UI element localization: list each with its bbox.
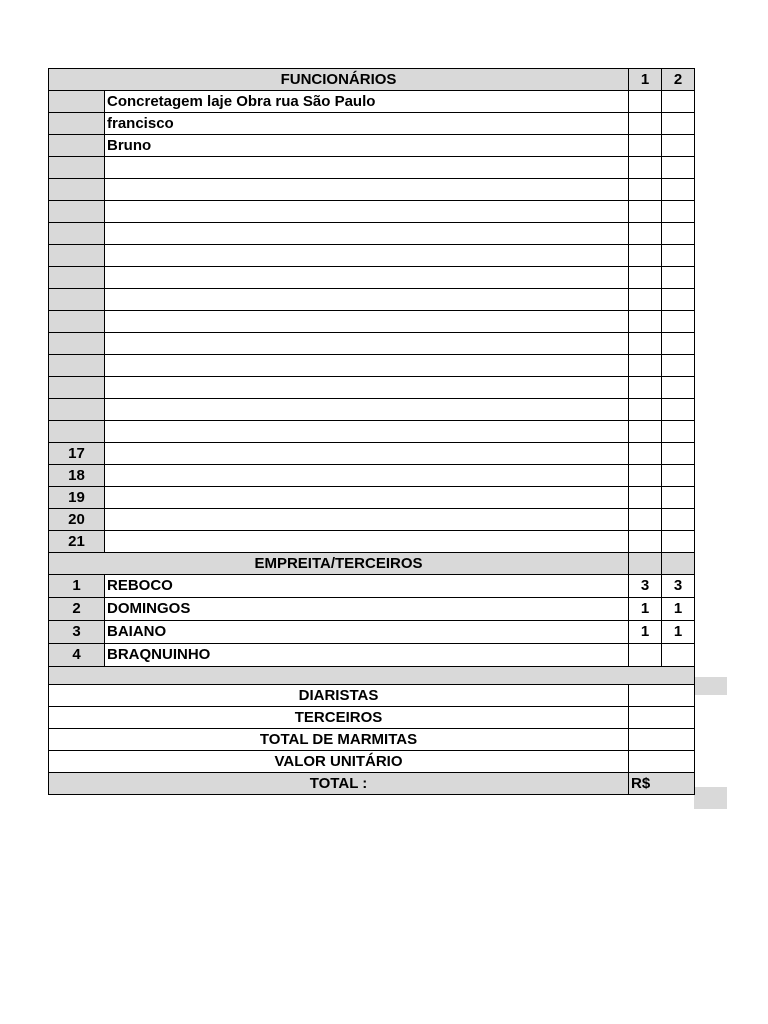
row-number: 18 [49, 465, 105, 487]
header-row [49, 69, 695, 91]
row-number: 2 [49, 598, 105, 621]
empreita-row [49, 575, 695, 598]
employee-name [105, 377, 629, 399]
row-number [49, 223, 105, 245]
day-1-count [629, 311, 662, 333]
funcionario-row [49, 421, 695, 443]
day-2-count [662, 333, 695, 355]
row-number [49, 311, 105, 333]
funcionario-row [49, 135, 695, 157]
row-number [49, 245, 105, 267]
valor-unitario-label: VALOR UNITÁRIO [49, 751, 629, 773]
row-number: 20 [49, 509, 105, 531]
row-number [49, 421, 105, 443]
employee-name: francisco [105, 113, 629, 135]
employee-name [105, 443, 629, 465]
spacer-row [49, 667, 695, 685]
empreita-header-row [49, 553, 695, 575]
row-number: 3 [49, 621, 105, 644]
row-number: 17 [49, 443, 105, 465]
day-2-count [662, 245, 695, 267]
funcionario-row [49, 157, 695, 179]
day-2-count [662, 91, 695, 113]
funcionario-row [49, 223, 695, 245]
terceiros-row [49, 707, 695, 729]
contractor-name: DOMINGOS [105, 598, 629, 621]
employee-name [105, 311, 629, 333]
terceiros-label: TERCEIROS [49, 707, 629, 729]
employee-name [105, 201, 629, 223]
gray-extension-bar [694, 677, 727, 695]
day-2-count [662, 289, 695, 311]
day-1-count [629, 333, 662, 355]
day-1-count [629, 113, 662, 135]
employee-name [105, 245, 629, 267]
total-marmitas-row [49, 729, 695, 751]
total-row [49, 773, 695, 795]
funcionario-row [49, 113, 695, 135]
header-day-2: 2 [662, 69, 695, 91]
day-2-count [662, 399, 695, 421]
diaristas-row [49, 685, 695, 707]
employee-name [105, 355, 629, 377]
header-day-1: 1 [629, 69, 662, 91]
employee-name [105, 421, 629, 443]
day-1-count [629, 531, 662, 553]
day-1-count [629, 509, 662, 531]
funcionario-row [49, 355, 695, 377]
employee-name [105, 289, 629, 311]
day-1-count [629, 487, 662, 509]
day-1-count [629, 91, 662, 113]
empreita-row [49, 598, 695, 621]
day-1-count [629, 289, 662, 311]
day-1-count: 3 [629, 575, 662, 598]
employee-name [105, 157, 629, 179]
funcionario-row [49, 531, 695, 553]
day-2-count [662, 644, 695, 667]
employee-name [105, 465, 629, 487]
contractor-name: BAIANO [105, 621, 629, 644]
day-2-count [662, 223, 695, 245]
total-value: R$ [629, 773, 695, 795]
row-number: 4 [49, 644, 105, 667]
day-2-count [662, 377, 695, 399]
funcionario-row [49, 179, 695, 201]
diaristas-value [629, 685, 695, 707]
funcionario-row [49, 333, 695, 355]
day-2-count [662, 509, 695, 531]
day-1-count [629, 644, 662, 667]
day-1-count: 1 [629, 598, 662, 621]
day-2-count: 1 [662, 598, 695, 621]
spacer-cell [49, 667, 695, 685]
row-number [49, 157, 105, 179]
employee-name [105, 223, 629, 245]
funcionario-row [49, 289, 695, 311]
day-2-count: 1 [662, 621, 695, 644]
row-number: 21 [49, 531, 105, 553]
empreita-title: EMPREITA/TERCEIROS [49, 553, 629, 575]
row-number [49, 135, 105, 157]
day-2-count [662, 443, 695, 465]
empreita-day-2 [662, 553, 695, 575]
day-1-count [629, 399, 662, 421]
row-number [49, 91, 105, 113]
funcionario-row [49, 377, 695, 399]
contractor-name: REBOCO [105, 575, 629, 598]
row-number [49, 201, 105, 223]
day-1-count [629, 465, 662, 487]
row-number [49, 289, 105, 311]
day-1-count [629, 157, 662, 179]
total-marmitas-label: TOTAL DE MARMITAS [49, 729, 629, 751]
contractor-name: BRAQNUINHO [105, 644, 629, 667]
total-label: TOTAL : [49, 773, 629, 795]
funcionario-row [49, 267, 695, 289]
funcionario-row [49, 91, 695, 113]
row-number [49, 113, 105, 135]
day-1-count [629, 135, 662, 157]
funcionario-row [49, 465, 695, 487]
employee-name [105, 531, 629, 553]
funcionario-row [49, 311, 695, 333]
empreita-row [49, 621, 695, 644]
day-1-count [629, 201, 662, 223]
diaristas-label: DIARISTAS [49, 685, 629, 707]
employee-name: Concretagem laje Obra rua São Paulo [105, 91, 629, 113]
funcionario-row [49, 245, 695, 267]
gray-extension-total [694, 787, 727, 809]
day-2-count [662, 465, 695, 487]
funcionario-row [49, 509, 695, 531]
day-2-count [662, 355, 695, 377]
employee-name [105, 267, 629, 289]
row-number [49, 267, 105, 289]
funcionario-row [49, 487, 695, 509]
day-1-count [629, 377, 662, 399]
row-number [49, 333, 105, 355]
day-2-count [662, 487, 695, 509]
day-2-count [662, 311, 695, 333]
day-2-count [662, 157, 695, 179]
total-marmitas-value [629, 729, 695, 751]
day-1-count [629, 421, 662, 443]
day-2-count: 3 [662, 575, 695, 598]
day-1-count [629, 245, 662, 267]
funcionario-row [49, 201, 695, 223]
funcionario-row [49, 399, 695, 421]
marmitas-table [48, 68, 695, 795]
terceiros-value [629, 707, 695, 729]
employee-name [105, 509, 629, 531]
row-number: 1 [49, 575, 105, 598]
day-2-count [662, 113, 695, 135]
day-2-count [662, 421, 695, 443]
row-number [49, 377, 105, 399]
day-1-count [629, 355, 662, 377]
empreita-day-1 [629, 553, 662, 575]
valor-unitario-row [49, 751, 695, 773]
day-2-count [662, 267, 695, 289]
day-2-count [662, 531, 695, 553]
employee-name [105, 179, 629, 201]
day-2-count [662, 179, 695, 201]
day-1-count [629, 179, 662, 201]
employee-name [105, 333, 629, 355]
employee-name: Bruno [105, 135, 629, 157]
row-number [49, 399, 105, 421]
funcionario-row [49, 443, 695, 465]
day-1-count [629, 267, 662, 289]
day-1-count: 1 [629, 621, 662, 644]
valor-unitario-value [629, 751, 695, 773]
row-number [49, 179, 105, 201]
day-1-count [629, 443, 662, 465]
day-2-count [662, 135, 695, 157]
employee-name [105, 399, 629, 421]
header-title: FUNCIONÁRIOS [49, 69, 629, 91]
row-number: 19 [49, 487, 105, 509]
day-1-count [629, 223, 662, 245]
day-2-count [662, 201, 695, 223]
row-number [49, 355, 105, 377]
marmitas-sheet [48, 68, 695, 795]
empreita-row [49, 644, 695, 667]
employee-name [105, 487, 629, 509]
